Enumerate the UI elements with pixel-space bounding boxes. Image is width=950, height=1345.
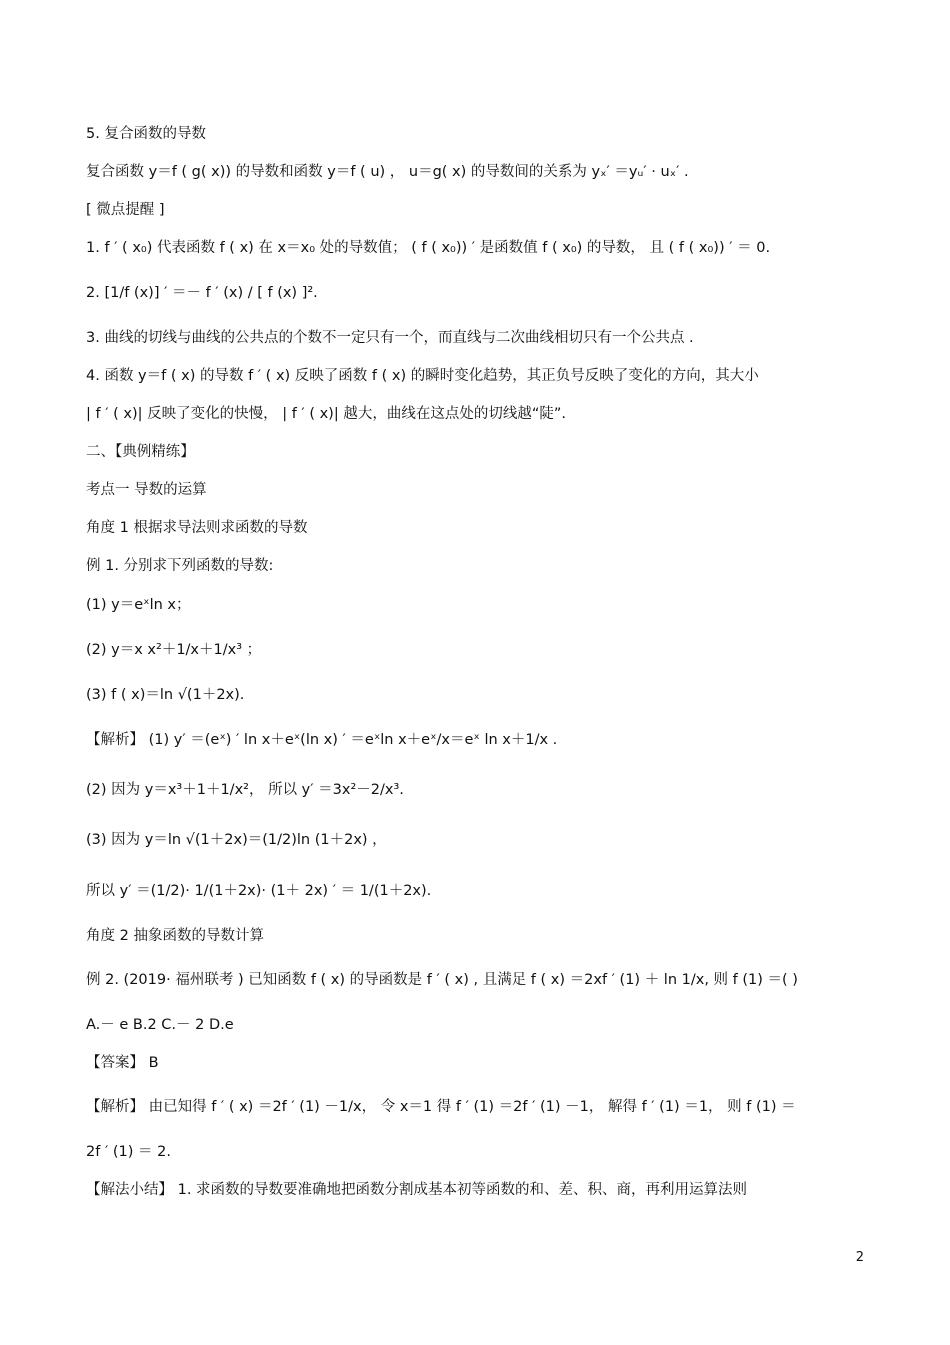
text-line: 2f ′ (1) ＝ 2.: [86, 1144, 171, 1160]
text-line: 例 2. (2019· 福州联考 ) 已知函数 f ( x) 的导函数是 f ′ ( x) , 且满足 f ( x) ＝2xf ′ (1) ＋ ln 1/x, 则 f (1) ＝( ): [86, 972, 798, 988]
text-line: [ 微点提醒 ]: [86, 202, 165, 218]
text-line: (3) 因为 y＝ln √(1＋2x)＝(1/2)ln (1＋2x) ，: [86, 832, 387, 848]
text-line: 3. 曲线的切线与曲线的公共点的个数不一定只有一个，而直线与二次曲线相切只有一个公共点 .: [86, 330, 694, 346]
text-line: (2) y＝x x²＋1/x＋1/x³ ；: [86, 642, 262, 658]
text-line: 2. [1/f (x)] ′ ＝－ f ′ (x) / [ f (x) ]².: [86, 285, 318, 301]
text-line: (2) 因为 y＝x³＋1＋1/x²， 所以 y′ ＝3x²－2/x³.: [86, 782, 404, 798]
text-line: 考点一 导数的运算: [86, 482, 207, 498]
text-line: A.－ e B.2 C.－ 2 D.e: [86, 1017, 234, 1033]
text-line: 复合函数 y＝f ( g( x)) 的导数和函数 y＝f ( u) ， u＝g( x) 的导数间的关系为 yₓ′ ＝yᵤ′ · uₓ′ .: [86, 164, 689, 180]
text-line: (1) y＝eˣln x；: [86, 597, 191, 613]
text-line: 角度 1 根据求导法则求函数的导数: [86, 520, 308, 536]
text-line: | f ′ ( x)| 反映了变化的快慢， | f ′ ( x)| 越大，曲线在这点处的切线越“陡”.: [86, 406, 566, 422]
text-line: 【解析】 由已知得 f ′ ( x) ＝2f ′ (1) －1/x， 令 x＝1 得 f ′ (1) ＝2f ′ (1) －1， 解得 f ′ (1) ＝1， 则 f (1) ＝: [86, 1099, 796, 1115]
text-line: 【解法小结】 1. 求函数的导数要准确地把函数分割成基本初等函数的和、差、积、商，再利用运算法则: [86, 1182, 748, 1198]
text-line: 1. f ′ ( x₀) 代表函数 f ( x) 在 x＝x₀ 处的导数值； ( f ( x₀)) ′ 是函数值 f ( x₀) 的导数， 且 ( f ( x₀)) ′ ＝ 0.: [86, 240, 771, 256]
text-line: 【答案】 B: [86, 1055, 159, 1071]
page-number: 2: [855, 1250, 864, 1265]
text-line: 4. 函数 y＝f ( x) 的导数 f ′ ( x) 反映了函数 f ( x) 的瞬时变化趋势，其正负号反映了变化的方向，其大小: [86, 368, 759, 384]
text-line: 所以 y′ ＝(1/2)· 1/(1＋2x)· (1＋ 2x) ′ ＝ 1/(1＋2x).: [86, 883, 432, 899]
text-line: 【解析】 (1) y′ ＝(eˣ) ′ ln x＋eˣ(ln x) ′ ＝eˣln x＋eˣ/x＝eˣ ln x＋1/x .: [86, 732, 558, 748]
text-line: (3) f ( x)＝ln √(1＋2x).: [86, 687, 245, 703]
text-line: 角度 2 抽象函数的导数计算: [86, 928, 264, 944]
text-line: 例 1. 分别求下列函数的导数:: [86, 558, 274, 574]
text-line: 5. 复合函数的导数: [86, 126, 206, 142]
text-line: 二、【典例精练】: [86, 444, 195, 460]
